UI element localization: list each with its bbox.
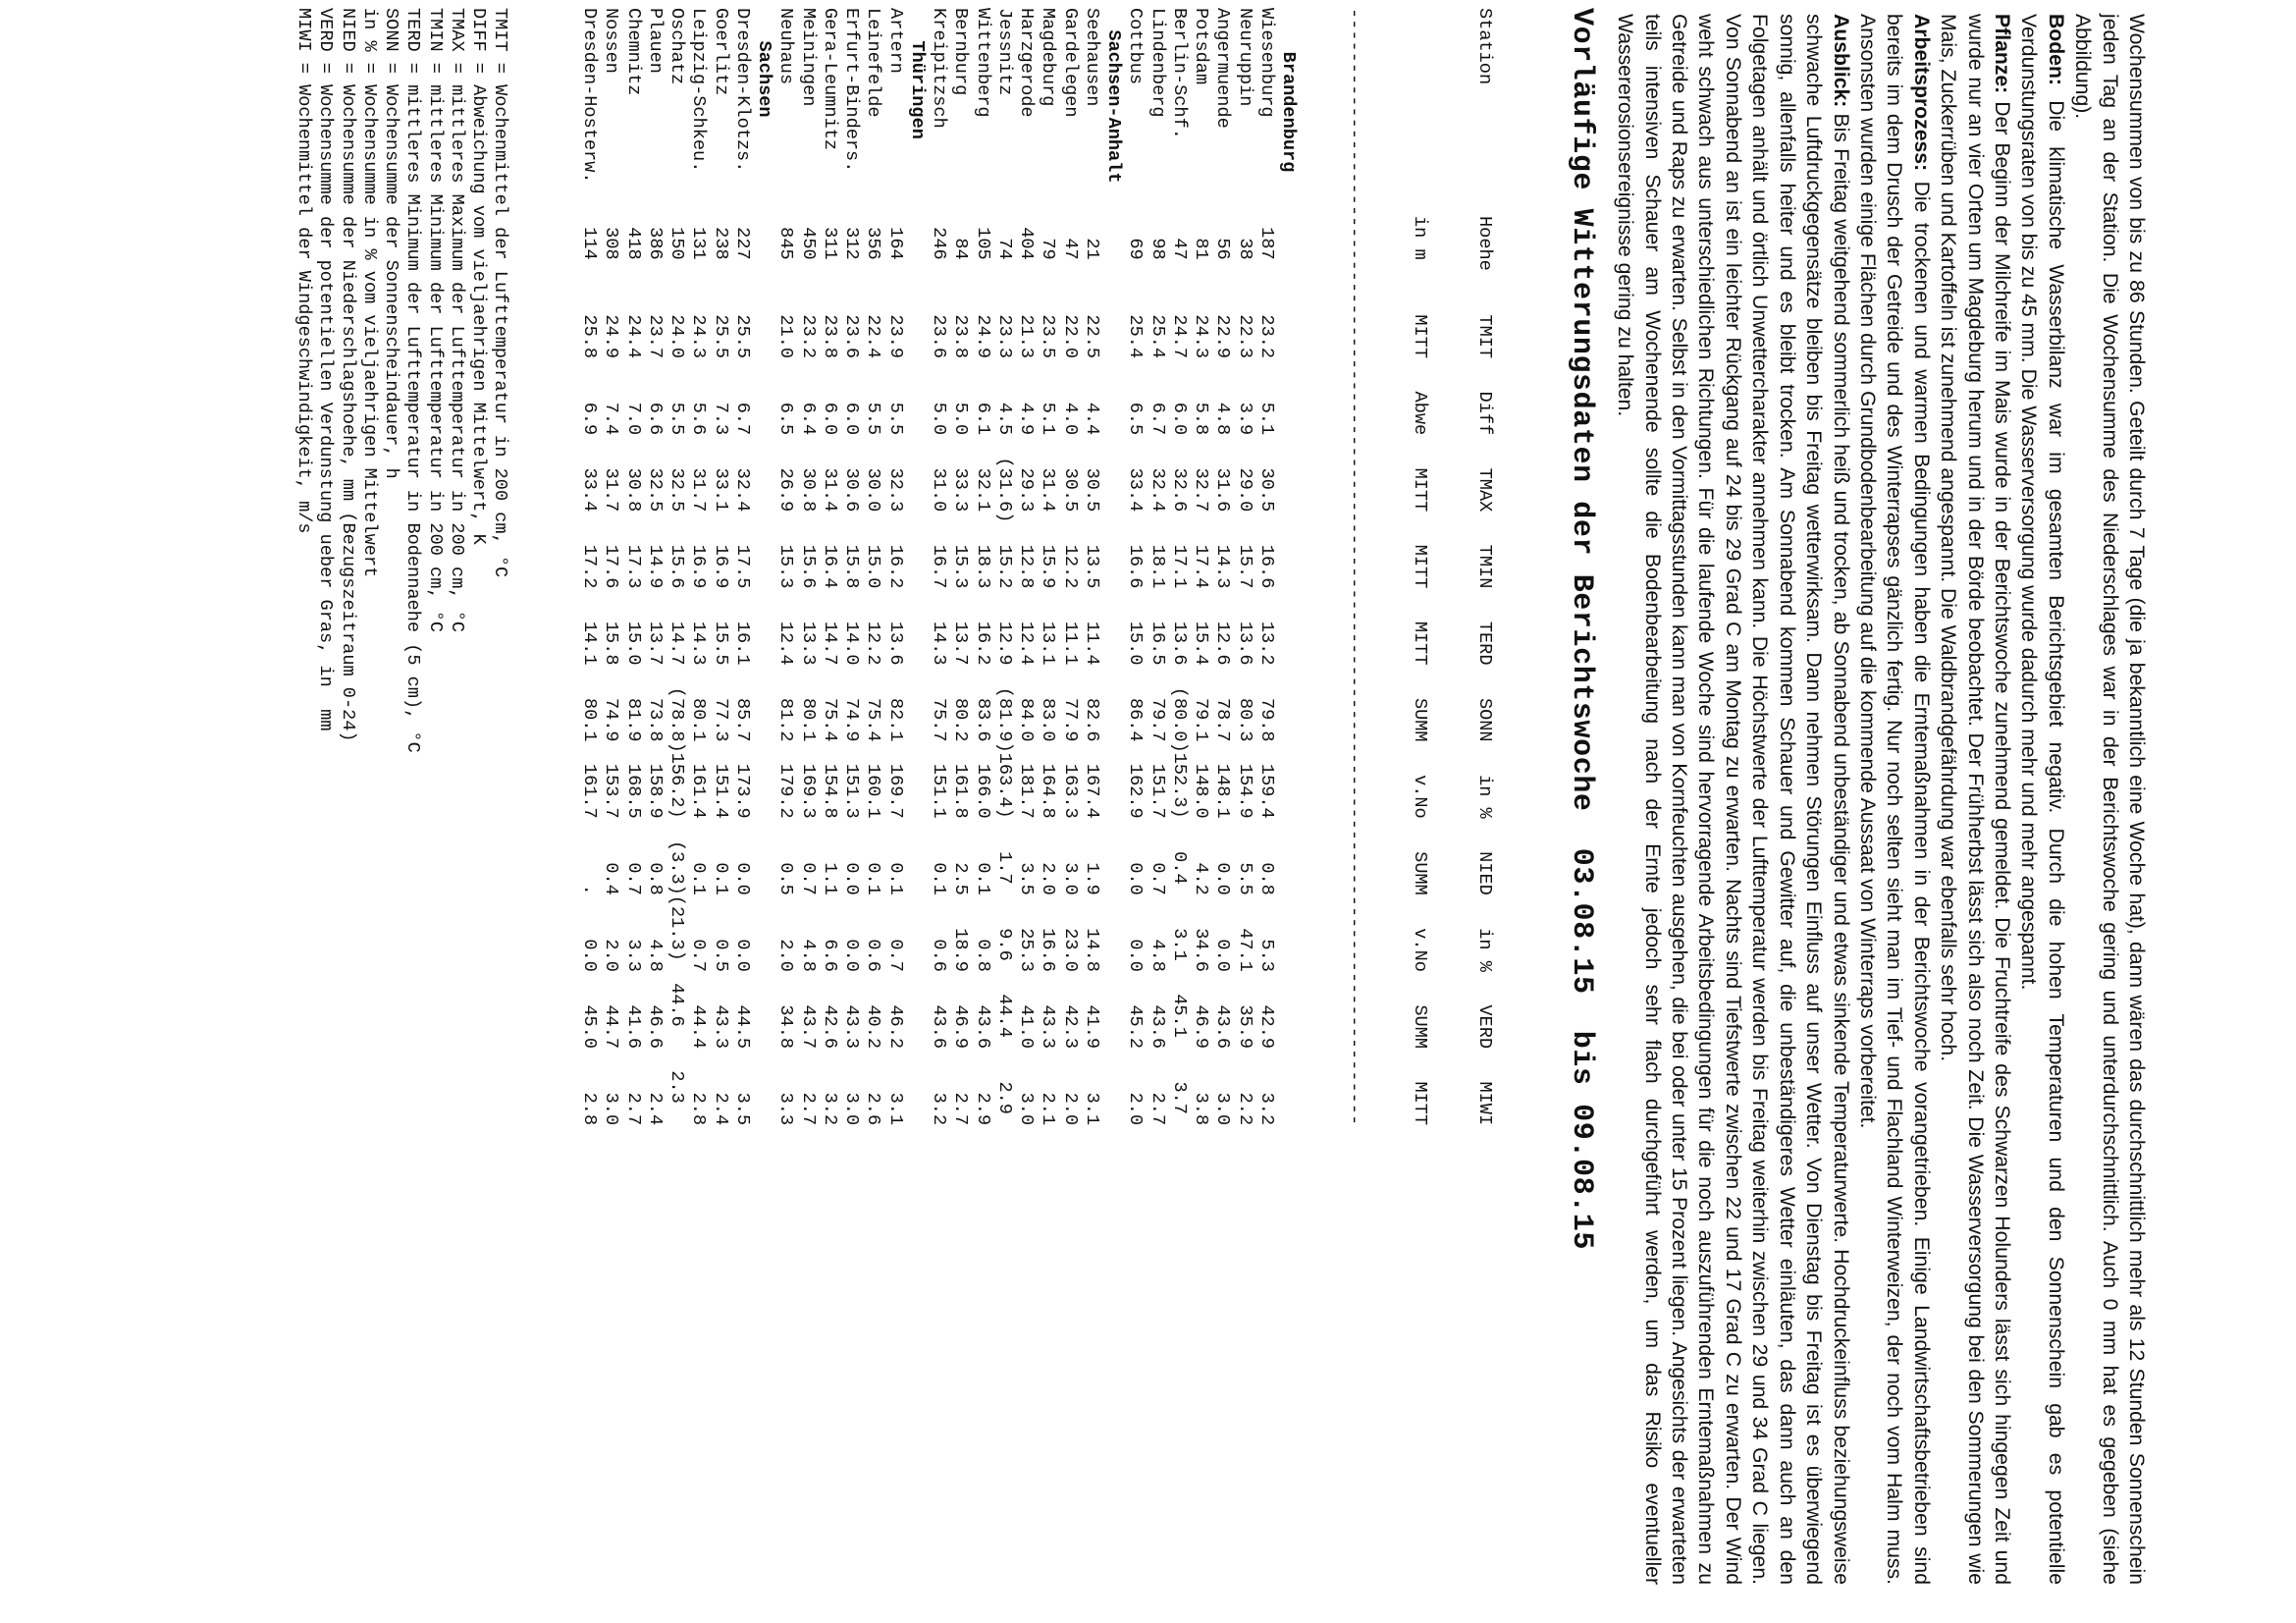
paragraph-text: Der Beginn der Milchreife im Mais wurde in der Berichtswoche zunehmend gemeldet. Die Fruchtreife des Schwarzen Holunders lässt sich hingegen Zeit und wurde nur an vier Orten um Magdeburg herum und in der Börde beobachtet. Der Frühherbst lässt sich also noch Zeit. Die Wasserversorgung bei den Sommerungen wie Mais, Zuckerrüben und Kartoffeln ist zunehmend angespannt. Die Waldbrandgefährdung war ebenfalls sehr hoch. xyxy=(1937,14,2013,1585)
paragraph-label: Ausblick: xyxy=(1829,14,1852,108)
weather-data-table xyxy=(534,8,1539,1598)
table-row: Nossen 308 24.9 7.4 31.7 17.6 15.8 74.9 153.7 0.4 2.0 44.7 3.0 xyxy=(601,8,622,1126)
table-row: Harzgerode 404 21.3 4.9 29.3 12.8 12.4 84.0 181.7 3.5 25.3 41.0 3.0 xyxy=(1016,8,1038,1126)
legend-line: MIWI = Wochenmittel der Windgeschwindigkeit, m/s xyxy=(294,8,315,534)
legend-line: TERD = mittleres Minimum der Lufttemperatur in Bodennaehe (5 cm), °C xyxy=(402,8,424,753)
table-row: Bernburg 84 23.8 5.0 33.3 15.3 13.7 80.2 161.8 2.5 18.9 46.9 2.7 xyxy=(950,8,972,1126)
table-header-row-1: Station Hoehe TMIT Diff TMAX TMIN TERD SONN in % NIED in % VERD MIWI xyxy=(1474,8,1496,1126)
paragraph-text: Wochensummen von bis zu 86 Stunden. Geteilt durch 7 Tage (die ja bekanntlich eine Woche hat), dann wären das durchschnittlich mehr als 12 Stunden Sonnenschein jeden Tag an der Station. Die Wochensumme des Niederschlages war in der Berichtswoche gering und unterdurchschnittlich. Auch 0 mm hat es gegeben (siehe Abbildung). xyxy=(2071,14,2148,1585)
table-row: Berlin-Schf. 47 24.7 6.0 32.6 17.1 13.6 (80.0)152.3) 0.4 3.1 45.1 3.7 xyxy=(1168,8,1190,1114)
table-row: Potsdam 81 24.3 5.8 32.7 17.4 15.4 79.1 148.0 4.2 34.6 46.9 3.8 xyxy=(1191,8,1212,1126)
paragraph-text: Bis Freitag weitgehend sommerlich heiß und trocken, ab Sonnabend unbeständiger und etwas sinkende Temperaturwerte. Hochdruckeinfluss beziehungsweise schwache Luftdruckgegensätze bleiben bis Freitag wetterwirksam. Dann nehmen Störungen Einfluss auf unser Wetter. Von Dienstag bis Freitag ist es überwiegend sonnig, allenfalls heiter und es bleibt trocken. Am Sonnabend kommen Schauer und Gewitter auf, die unbeständigeres Wetter einläuten, das dann auch an den Folgetagen anhält und örtlich Unwettercharakter annehmen kann. Die Höchstwerte der Lufttemperatur werden bis Freitag weiterhin zwischen 29 und 34 Grad C liegen. Von Sonnabend an ist ein leichter Rückgang auf 24 bis 29 Grad C am Montag zu erwarten. Nachts sind Tiefstwerte zwischen 22 und 17 Grad C zu erwarten. Der Wind weht schwach aus unterschiedlichen Richtungen. Für die laufende Woche sind hervorragende Arbeitsbedingungen für die noch auszuführenden Erntemaßnahmen zu Getreide und Raps zu erwarten. Selbst in den Vormittagsstunden kann man von Kornfeuchten ausgehen, die bei oder unter 15 Prozent liegen. Angesichts der erwarteten teils intensiven Schauer am Wochenende sollte die Bodenbearbeitung nach der Ernte jedoch sehr flach durchgeführt werden, um das Risiko eventueller Wassererosionsereignisse gering zu halten. xyxy=(1614,14,1852,1585)
region-header: Sachsen-Anhalt xyxy=(1103,8,1125,184)
table-row: Dresden-Hosterw. 114 25.8 6.9 33.4 17.2 14.1 80.1 161.7 . 0.0 45.0 2.8 xyxy=(579,8,601,1126)
table-row: Wittenberg 105 24.9 6.1 32.1 18.3 16.2 83.6 166.0 0.1 0.8 43.6 2.9 xyxy=(972,8,993,1126)
intro-paragraph xyxy=(2069,14,2150,1585)
intro-paragraph xyxy=(1935,14,2015,1585)
legend-line: in % = Wochensumme in % vom vieljaehrigen Mittelwert xyxy=(358,8,380,578)
table-row: Lindenberg 98 25.4 6.7 32.4 18.1 16.5 79.7 151.7 0.7 4.8 43.6 2.7 xyxy=(1147,8,1168,1126)
table-row: Meiningen 450 23.2 6.4 30.8 15.6 13.3 80.1 169.3 0.7 4.8 43.7 2.7 xyxy=(797,8,819,1126)
paragraph-label: Arbeitsprozess: xyxy=(1909,14,1933,172)
table-row: Chemnitz 418 24.4 7.0 30.8 17.3 15.0 81.9 168.5 0.7 3.3 41.6 2.7 xyxy=(622,8,644,1126)
intro-paragraph xyxy=(1854,14,1935,1585)
paragraph-label: Boden: xyxy=(2044,14,2067,85)
legend-line: SONN = Wochensumme der Sonnenscheindauer, h xyxy=(381,8,402,479)
table-row: Magdeburg 79 23.5 5.1 31.4 15.9 13.1 83.0 164.8 2.0 16.6 43.3 2.1 xyxy=(1038,8,1059,1126)
table-separator: ------------------------------------------------------------------------------------------------------ xyxy=(1343,8,1364,1126)
paragraph-label: Pflanze: xyxy=(1990,14,2013,94)
table-row: Plauen 386 23.7 6.6 32.5 14.9 13.7 73.8 158.9 0.8 4.8 46.6 2.4 xyxy=(644,8,666,1126)
table-header-row-2: in m MITT Abwe MITT MITT MITT SUMM v.No SUMM v.No SUMM MITT xyxy=(1409,8,1430,1126)
table-row: Angermuende 56 22.9 4.8 31.6 14.3 12.6 78.7 148.1 0.0 0.0 43.6 3.0 xyxy=(1212,8,1234,1126)
legend-line: NIED = Wochensumme der Niederschlagshoehe, mm (Bezugszeitraum 0-24) xyxy=(337,8,358,742)
table-row: Leipzig-Schkeu. 131 24.3 5.6 31.7 16.9 14.3 80.1 161.4 0.1 0.7 44.4 2.8 xyxy=(688,8,710,1126)
table-row: Dresden-Klotzs. 227 25.5 6.7 32.4 17.5 16.1 85.7 173.9 0.0 0.0 44.5 3.5 xyxy=(731,8,753,1126)
table-body xyxy=(578,8,1299,1598)
table-row: Neuruppin 38 22.3 3.9 29.0 15.7 13.6 80.3 154.9 5.5 47.1 35.9 2.2 xyxy=(1234,8,1255,1126)
table-row: Leinefelde 356 22.4 5.5 30.0 15.0 12.2 75.4 160.1 0.1 0.6 40.2 2.6 xyxy=(863,8,884,1126)
table-row: Neuhaus 845 21.0 6.5 26.9 15.3 12.4 81.2 179.2 0.5 2.0 34.8 3.3 xyxy=(775,8,797,1126)
abbreviation-legend xyxy=(293,8,511,1598)
region-header: Sachsen xyxy=(754,8,775,118)
table-row: Gardelegen 47 22.0 4.0 30.5 12.2 11.1 77.9 163.3 3.0 23.0 42.3 2.0 xyxy=(1059,8,1081,1126)
paragraph-text: Die trockenen und warmen Bedingungen haben die Erntemaßnahmen in der Berichtswoche vorangetrieben. Einige Landwirtschaftsbetrieben sind bereits im dem Drusch der Getreide und des Winterrapses gänzlich fertig. Nur noch selten sieht man im Tief- und Flachland Winterweizen, der noch vom Halm muss. Ansonsten wurden einige Flächen durch Grundbodenbearbeitung auf die kommende Aussaat von Winterraps vorbereitet. xyxy=(1855,14,1933,1585)
legend-line: TMIN = mittleres Minimum der Lufttemperatur in 200 cm, °C xyxy=(424,8,446,633)
table-row: Cottbus 69 25.4 6.5 33.4 16.6 15.0 86.4 162.9 0.0 0.0 45.2 2.0 xyxy=(1125,8,1147,1126)
intro-paragraph xyxy=(2015,14,2069,1585)
intro-paragraph xyxy=(1612,14,1854,1585)
table-row: Wiesenburg 187 23.2 5.1 30.5 16.6 13.2 79.8 159.4 0.8 5.3 42.9 3.2 xyxy=(1255,8,1277,1126)
legend-line: VERD = Wochensumme der potentiellen Verdunstung ueber Gras, in mm xyxy=(315,8,337,731)
rotated-document-page xyxy=(187,8,2150,1598)
legend-line: TMIT = Wochenmittel der Lufttemperatur in 200 cm, °C xyxy=(490,8,511,578)
region-header: Thüringen xyxy=(906,8,928,139)
table-title: Vorläufige Witterungsdaten der Berichtswoche 03.08.15 bis 09.08.15 xyxy=(1564,8,1598,1250)
table-row: Oschatz 150 24.0 5.5 32.5 15.6 14.7 (78.8)156.2) (3.3)(21.3) 44.6 2.3 xyxy=(667,8,688,1104)
table-row: Goerlitz 238 25.5 7.3 33.1 16.9 15.5 77.3 151.4 0.1 0.5 43.3 2.4 xyxy=(710,8,731,1126)
legend-line: DIFF = Abweichung vom vieljaehrigen Mittelwert, K xyxy=(468,8,490,545)
intro-text xyxy=(1612,14,2150,1585)
table-row: Seehausen 21 22.5 4.4 30.5 13.5 11.4 82.6 167.4 1.9 14.8 41.9 3.1 xyxy=(1081,8,1102,1126)
region-header: Brandenburg xyxy=(1278,8,1300,173)
table-row: Erfurt-Binders. 312 23.6 6.0 30.6 15.8 14.0 74.9 151.3 0.0 0.0 43.3 3.0 xyxy=(841,8,863,1126)
paragraph-text: Die klimatische Wasserbilanz war im gesamten Berichtsgebiet negativ. Durch die hohen Temperaturen und den Sonnenschein gab es potentielle Verdunstungsraten von bis zu 45 mm. Die Wasserversorgung wurde dadurch mehr und mehr angespannt. xyxy=(2017,14,2067,1586)
table-row: Gera-Leumnitz 311 23.8 6.0 31.4 16.4 14.7 75.4 154.8 1.1 6.6 42.6 3.2 xyxy=(819,8,840,1126)
table-row: Kreipitzsch 246 23.6 5.0 31.0 16.7 14.3 75.7 151.1 0.1 0.6 43.6 3.2 xyxy=(929,8,950,1126)
table-row: Artern 164 23.9 5.5 32.3 16.2 13.6 82.1 169.7 0.1 0.7 46.2 3.1 xyxy=(884,8,906,1126)
legend-line: TMAX = mittleres Maximum der Lufttemperatur in 200 cm, °C xyxy=(446,8,467,633)
table-row: Jessnitz 74 23.3 4.5 (31.6) 15.2 12.9 (81.9)163.4) 1.7 9.6 44.4 2.9 xyxy=(993,8,1015,1114)
